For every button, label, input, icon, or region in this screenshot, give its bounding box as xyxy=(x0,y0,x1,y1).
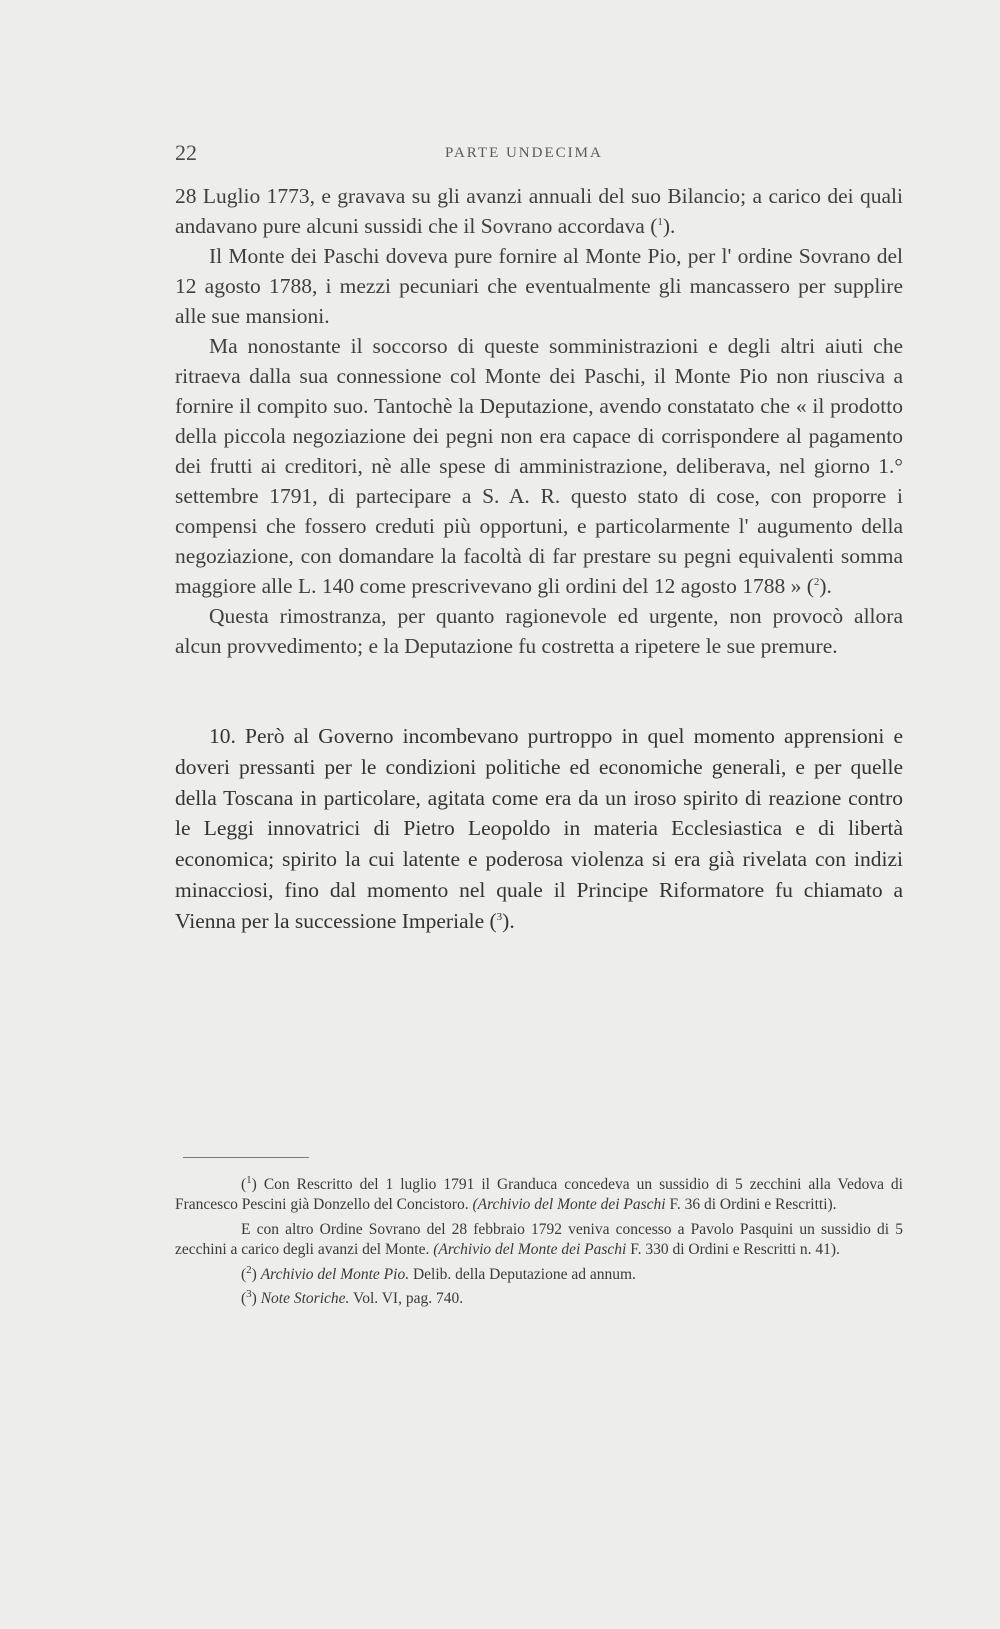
running-title: PARTE UNDECIMA xyxy=(445,145,603,161)
page-header xyxy=(175,140,901,170)
page-number: 22 xyxy=(175,140,197,165)
paragraph-section-10: 10. Però al Governo incombevano purtroppo in quel momento apprensioni e doveri pressanti per le condizioni politiche ed economiche generali, e per quelle della Toscana in particolare, agitata come era da un iroso spirito di reazione contro le Leggi innovatrici di Pietro Leopoldo in materia Ecclesiastica e di libertà economica; spirito la cui latente e poderosa violenza si era già rivelata con indizi minacciosi, fino dal momento nel quale il Principe Riformatore fu chiamato a Vienna per la successione Imperiale ($^3$). xyxy=(175,724,903,933)
footnotes xyxy=(175,1175,903,1308)
section-break xyxy=(175,661,903,721)
footnote-ref-1: 1 xyxy=(657,215,663,228)
main-text xyxy=(175,181,903,937)
footnote-2: ($^2$) Archivio del Monte Pio. Delib. della Deputazione ad annum. xyxy=(241,1263,636,1283)
paragraph-monte-paschi: Il Monte dei Paschi doveva pure fornire al Monte Pio, per l' ordine Sovrano del 12 agosto 1788, i mezzi pecuniari che eventualmente gli mancassero per supplire alle sue mansioni. xyxy=(175,244,903,328)
paragraph-deputazione: Ma nonostante il soccorso di queste somministrazioni e degli altri aiuti che ritraeva dalla sua connessione col Monte dei Paschi, il Monte Pio non riusciva a fornire il compito suo. Tantochè la Deputazione, avendo constatato che « il prodotto della piccola negoziazione dei pegni non era capace di corrispondere al pagamento dei frutti ai creditori, nè alle spese di amministrazione, deliberava, nel giorno 1.° settembre 1791, di partecipare a S. A. R. questo stato di cose, con proporre i compensi che fossero creduti più opportuni, e particolarmente l' augumento della negoziazione, con domandare la facoltà di far prestare su pegni equivalenti somma maggiore alle L. 140 come prescrivevano gli ordini del 12 agosto 1788 » ($^2$). xyxy=(175,334,903,598)
footnote-1: ($^1$) Con Rescritto del 1 luglio 1791 il Granduca concedeva un sussidio di 5 zecchini alla Vedova di Francesco Pescini già Donzello del Concistoro. (Archivio del Monte dei Paschi F. 36 di Ordini e Rescritti). xyxy=(175,1173,903,1213)
footnote-1-continued: E con altro Ordine Sovrano del 28 febbraio 1792 veniva concesso a Pavolo Pasquini un sussidio di 5 zecchini a carico degli avanzi del Monte. (Archivio del Monte dei Paschi F. 330 di Ordini e Rescritti n. 41). xyxy=(175,1221,903,1258)
footnote-3: ($^3$) Note Storiche. Vol. VI, pag. 740. xyxy=(241,1287,464,1307)
footnote-divider xyxy=(183,1157,309,1158)
footnote-ref-2: 2 xyxy=(813,575,820,588)
paragraph-continuation: 28 Luglio 1773, e gravava su gli avanzi annuali del suo Bilancio; a carico dei quali andavano pure alcuni sussidi che il Sovrano accordava ($^1$). xyxy=(175,184,903,238)
footnote-ref-3: 3 xyxy=(496,910,503,923)
paragraph-rimostranza: Questa rimostranza, per quanto ragionevole ed urgente, non provocò allora alcun provvedimento; e la Deputazione fu costretta a ripetere le sue premure. xyxy=(175,604,903,658)
